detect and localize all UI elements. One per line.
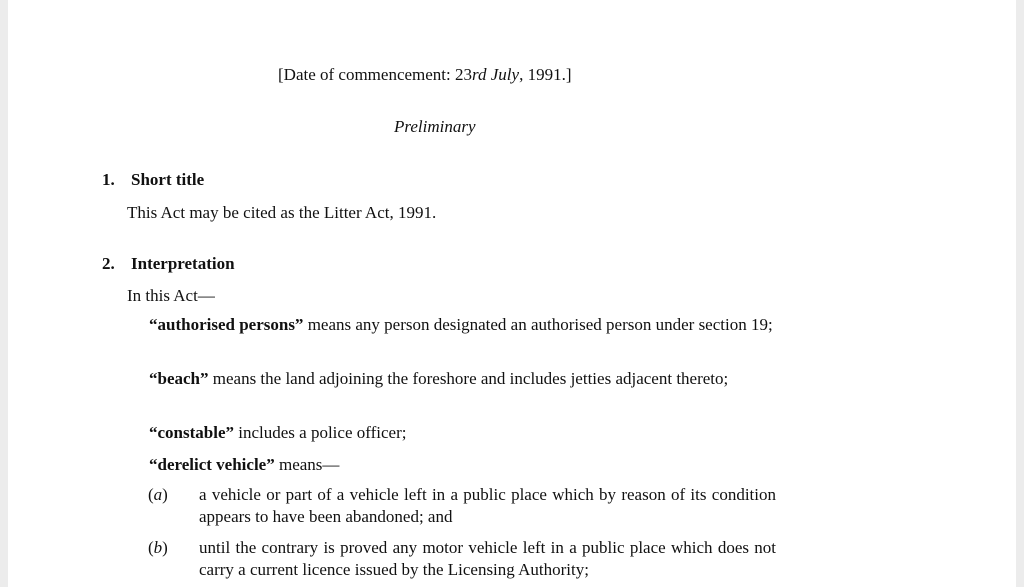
definition-beach	[127, 368, 775, 390]
section-1-title: Short title	[131, 170, 205, 189]
definition-text: includes a police officer;	[234, 423, 407, 442]
paragraph-text: until the contrary is proved any motor vehicle left in a public place which does not carry a current licence issued by the Licensing Authority;	[199, 538, 776, 579]
commencement-ordinal: rd July	[472, 65, 520, 84]
preliminary-heading: Preliminary	[394, 117, 476, 136]
definition-text: means the land adjoining the foreshore and includes jetties adjacent thereto;	[208, 369, 729, 388]
section-2-intro: In this Act—	[127, 286, 215, 305]
definition-text: means—	[274, 455, 340, 474]
paragraph-letter: a	[153, 485, 163, 504]
definition-term: “authorised persons”	[149, 315, 304, 334]
definition-term: “beach”	[149, 369, 209, 388]
definition-term: “constable”	[149, 423, 234, 442]
definition-constable	[127, 422, 775, 444]
section-2-title: Interpretation	[131, 254, 235, 273]
commencement-date	[278, 64, 572, 86]
document-page	[8, 0, 1016, 587]
definition-derelict-vehicle	[127, 454, 775, 476]
definition-authorised-persons	[127, 314, 775, 336]
section-2-number: 2.	[102, 254, 115, 273]
paragraph-text: a vehicle or part of a vehicle left in a public place which by reason of its condition appears to have been abandoned; and	[199, 485, 776, 526]
commencement-suffix: , 1991.]	[519, 65, 572, 84]
paragraph-label: (a)	[148, 485, 168, 504]
definition-term: “derelict vehicle”	[149, 455, 275, 474]
paragraph-label: (b)	[148, 538, 168, 557]
commencement-prefix: [Date of commencement: 23	[278, 65, 473, 84]
section-1-body: This Act may be cited as the Litter Act, 1991.	[127, 203, 437, 222]
section-1-number: 1.	[102, 170, 115, 189]
definition-text: means any person designated an authorised person under section 19;	[303, 315, 773, 334]
paragraph-letter: b	[153, 538, 163, 557]
